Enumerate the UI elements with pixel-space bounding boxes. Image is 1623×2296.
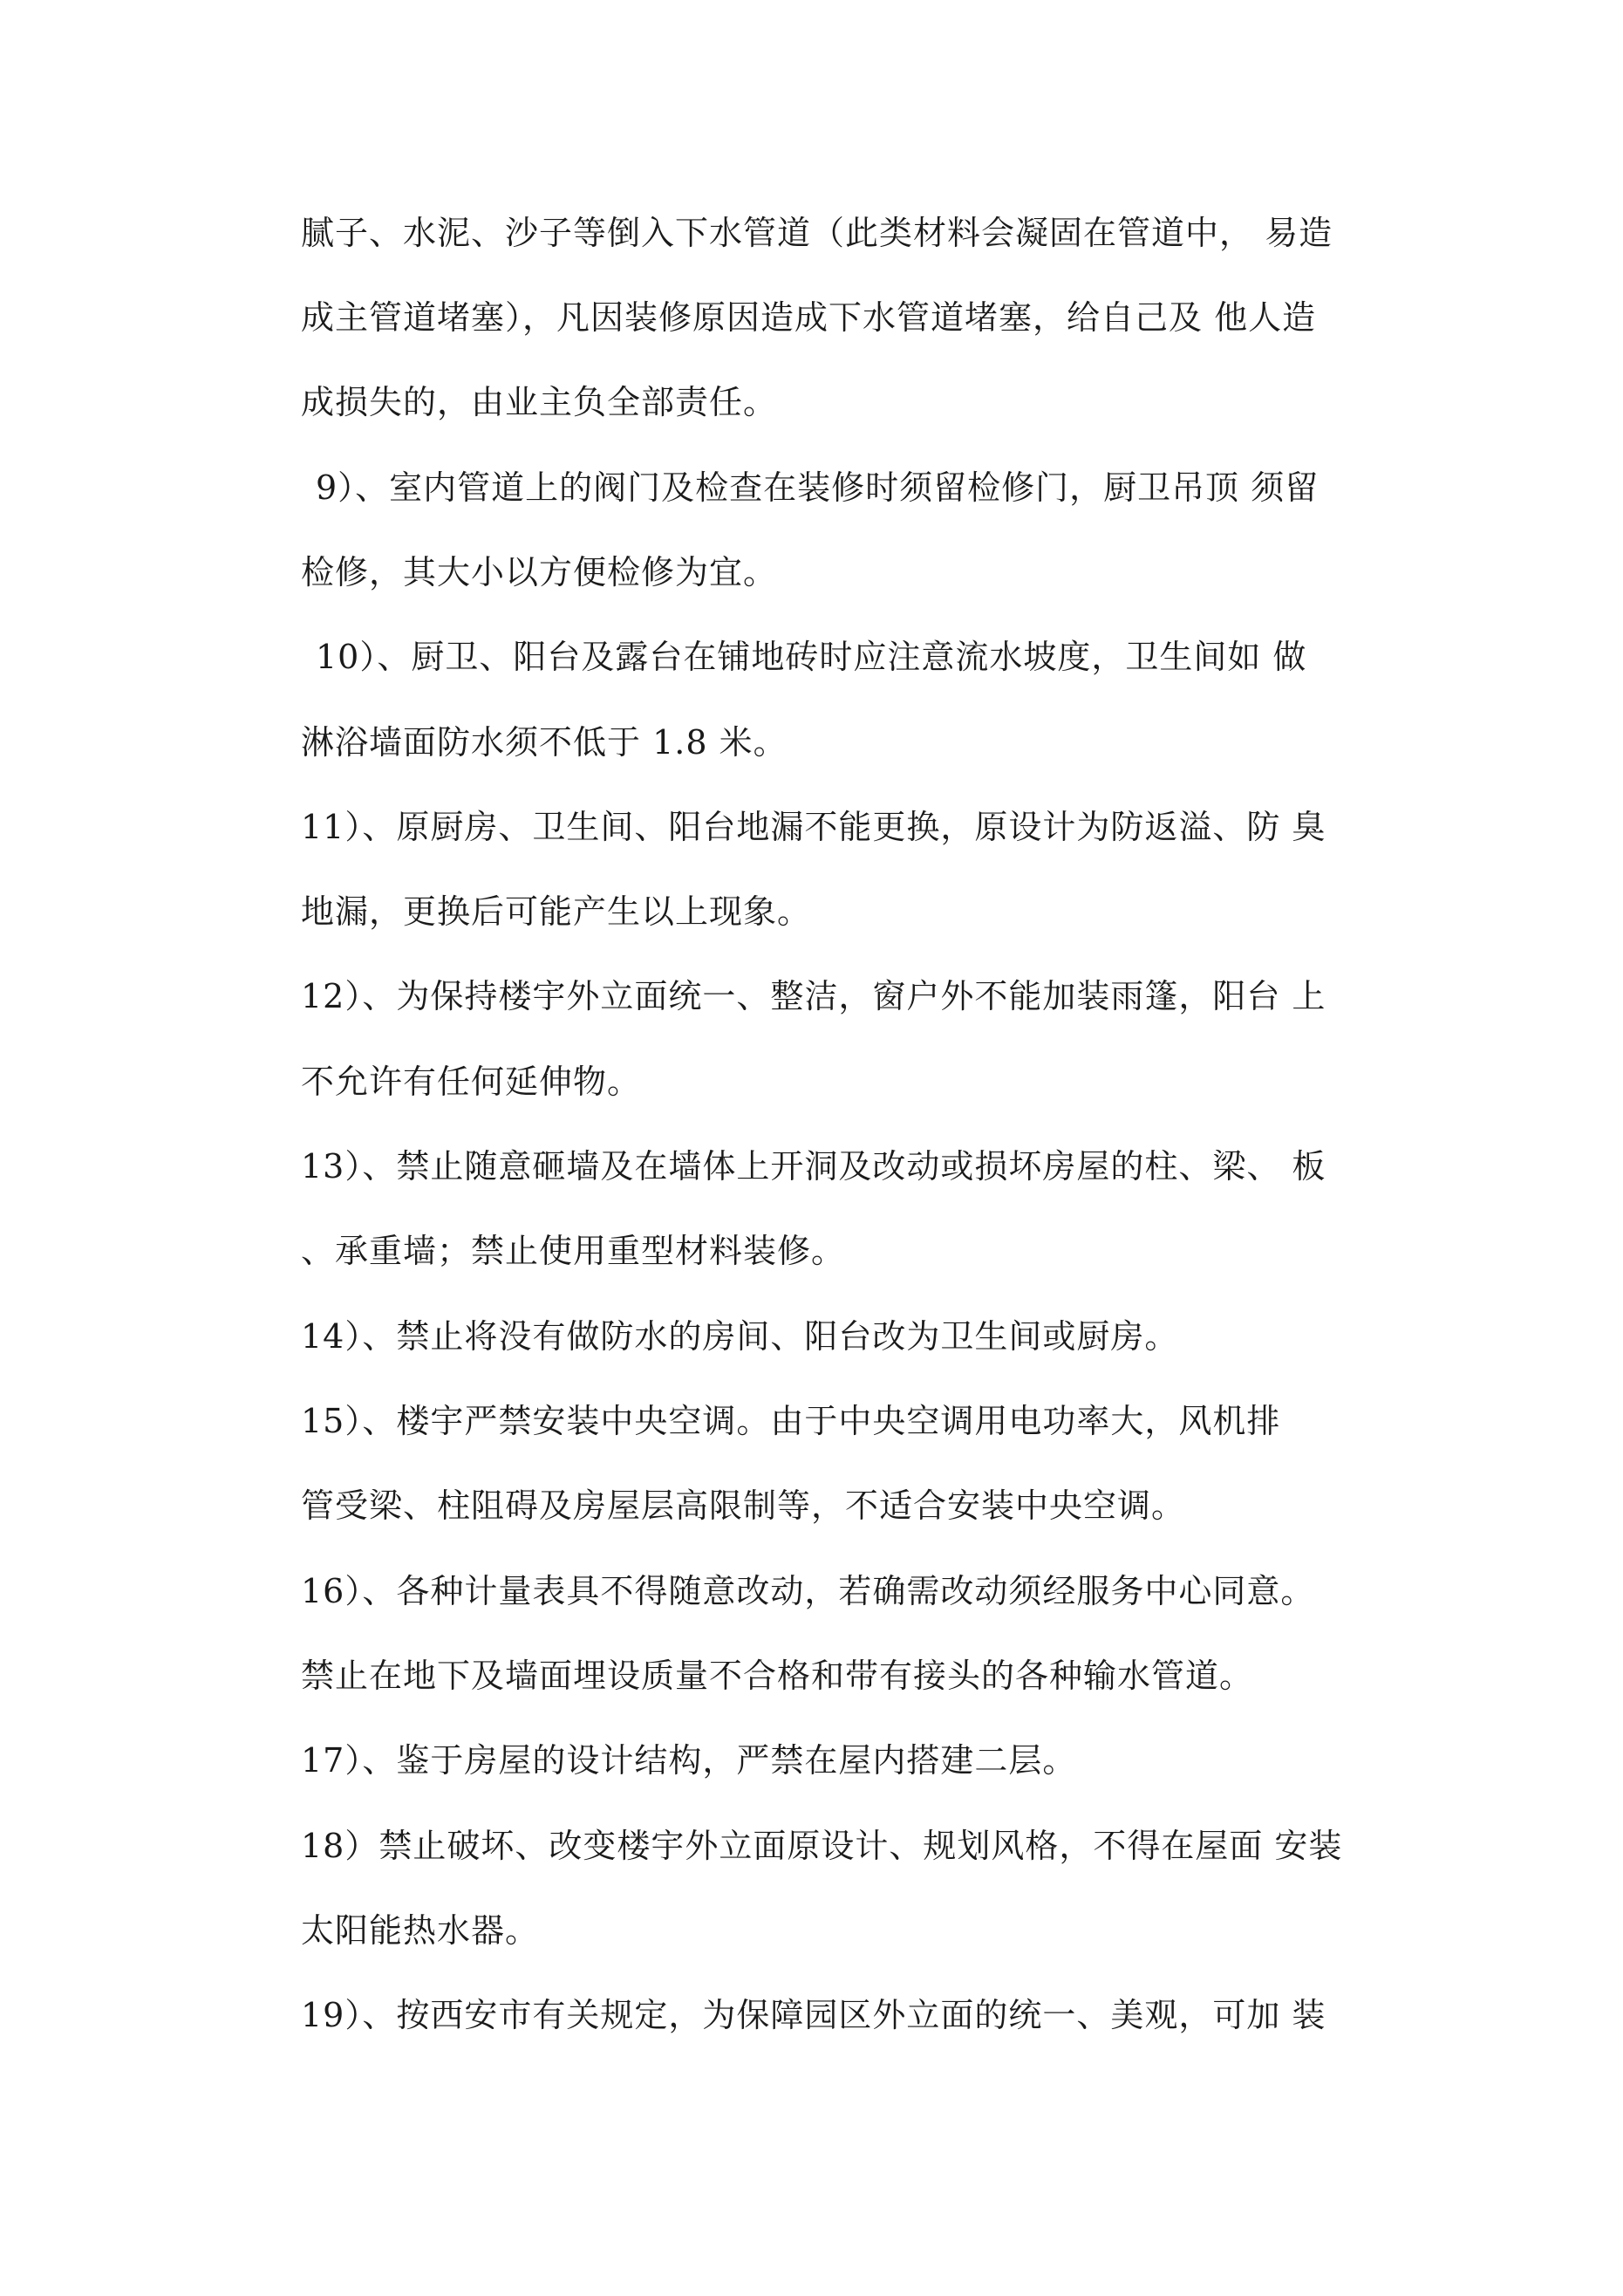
text-line: 成损失的，由业主负全部责任。 [301, 383, 778, 421]
text-line: 13）、禁止随意砸墙及在墙体上开洞及改动或损坏房屋的柱、梁、 板 [301, 1147, 1326, 1186]
text-line: 不允许有任何延伸物。 [301, 1063, 642, 1101]
text-line: 10）、厨卫、阳台及露台在铺地砖时应注意流水坡度，卫生间如 做 [316, 638, 1307, 676]
text-line: 11）、原厨房、卫生间、阳台地漏不能更换，原设计为防返溢、防 臭 [301, 808, 1326, 846]
text-line: 管受梁、柱阻碍及房屋层高限制等，不适合安装中央空调。 [301, 1486, 1186, 1525]
text-line: 18）禁止破坏、改变楼宇外立面原设计、规划风格，不得在屋面 安装 [301, 1827, 1343, 1865]
text-line: 太阳能热水器。 [301, 1911, 540, 1950]
text-line: 禁止在地下及墙面埋设质量不合格和带有接头的各种输水管道。 [301, 1657, 1254, 1695]
text-line: 12）、为保持楼宇外立面统一、整洁，窗户外不能加装雨篷，阳台 上 [301, 977, 1326, 1015]
text-line: 腻子、水泥、沙子等倒入下水管道（此类材料会凝固在管道中， 易造 [301, 214, 1333, 252]
text-line: 、承重墙；禁止使用重型材料装修。 [301, 1232, 846, 1270]
text-line: 17）、鉴于房屋的设计结构，严禁在屋内搭建二层。 [301, 1741, 1077, 1780]
text-line: 地漏，更换后可能产生以上现象。 [301, 892, 812, 931]
text-line: 14）、禁止将没有做防水的房间、阳台改为卫生间或厨房。 [301, 1317, 1179, 1356]
text-line: 淋浴墙面防水须不低于 1.8 米。 [301, 723, 788, 762]
text-line: 15）、楼宇严禁安装中央空调。由于中央空调用电功率大，风机排 [301, 1402, 1281, 1440]
text-line: 成主管道堵塞），凡因装修原因造成下水管道堵塞，给自己及 他人造 [301, 298, 1317, 337]
text-line: 9）、室内管道上的阀门及检查在装修时须留检修门，厨卫吊顶 须留 [316, 468, 1320, 507]
text-line: 16）、各种计量表具不得随意改动，若确需改动须经服务中心同意。 [301, 1572, 1315, 1610]
text-line: 19）、按西安市有关规定，为保障园区外立面的统一、美观，可加 装 [301, 1996, 1326, 2034]
text-line: 检修，其大小以方便检修为宜。 [301, 553, 778, 591]
